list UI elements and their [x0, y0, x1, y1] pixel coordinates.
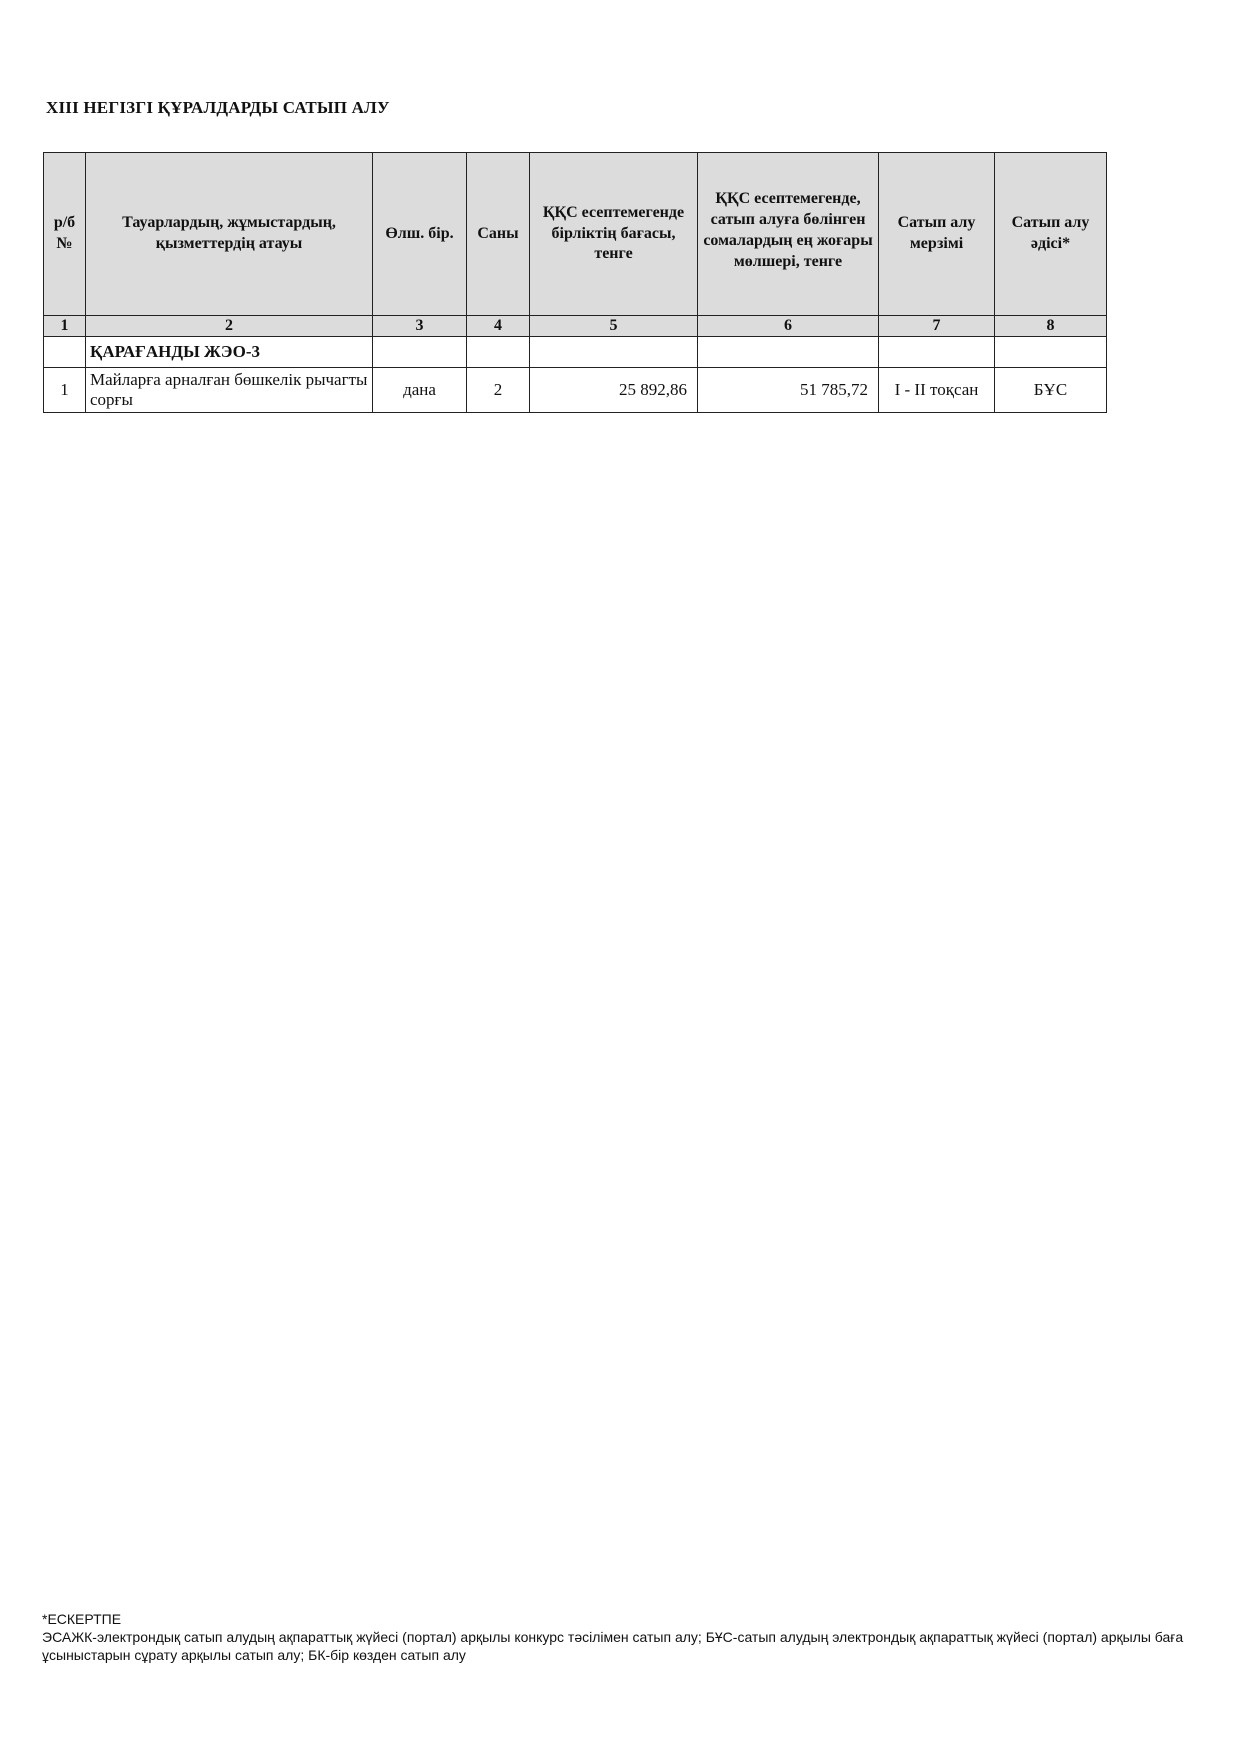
column-number: 5: [530, 316, 698, 337]
section-empty-cell: [530, 337, 698, 368]
procurement-table: [43, 152, 1107, 413]
header-cell-method: Сатып алу әдісі*: [995, 153, 1107, 316]
column-number: 7: [879, 316, 995, 337]
footnote: [42, 1610, 1192, 1665]
cell-name: Майларға арналған бөшкелік рычагты сорғы: [86, 368, 373, 413]
cell-period: І - ІІ тоқсан: [879, 368, 995, 413]
section-empty-cell: [995, 337, 1107, 368]
column-number: 6: [698, 316, 879, 337]
cell-total: 51 785,72: [698, 368, 879, 413]
section-empty-cell: [373, 337, 467, 368]
header-cell-unit-price: ҚҚС есептемегенде бірліктің бағасы, тенге: [530, 153, 698, 316]
section-empty-cell: [698, 337, 879, 368]
header-cell-qty: Саны: [467, 153, 530, 316]
column-number: 3: [373, 316, 467, 337]
cell-method: БҰС: [995, 368, 1107, 413]
column-number: 8: [995, 316, 1107, 337]
header-cell-total-text: ҚҚС есептемегенде, сатып алуға бөлінген сомалардың ең жоғары мөлшері, тенге: [703, 190, 873, 270]
column-number: 1: [44, 316, 86, 337]
section-title: ҚАРАҒАНДЫ ЖЭО-3: [86, 337, 373, 368]
header-cell-name: Тауарлардың, жұмыстардың, қызметтердің атауы: [86, 153, 373, 316]
footnote-heading: *ЕСКЕРТПЕ: [42, 1611, 122, 1627]
cell-no: 1: [44, 368, 86, 413]
column-number-row: [44, 316, 1107, 337]
section-empty-cell: [879, 337, 995, 368]
footnote-text: ЭСАЖК-электрондық сатып алудың ақпараттық жүйесі (портал) арқылы конкурс тәсілімен сатып алу; БҰС-сатып алудың электрондық ақпараттық жүйесі (портал) арқылы баға ұсыныстарын сұрату арқылы сатып алу; БК-бір көзден сатып алу: [42, 1629, 1184, 1664]
column-number: 2: [86, 316, 373, 337]
header-cell-period: Сатып алу мерзімі: [879, 153, 995, 316]
cell-unit: дана: [373, 368, 467, 413]
table-row: [44, 368, 1107, 413]
column-number: 4: [467, 316, 530, 337]
section-row: [44, 337, 1107, 368]
section-empty-cell: [44, 337, 86, 368]
header-row: [44, 153, 1107, 316]
header-cell-no: р/б №: [44, 153, 86, 316]
header-cell-total: [698, 153, 879, 316]
page-title: XIII НЕГІЗГІ ҚҰРАЛДАРДЫ САТЫП АЛУ: [46, 98, 390, 117]
header-cell-unit: Өлш. бір.: [373, 153, 467, 316]
section-empty-cell: [467, 337, 530, 368]
cell-unit-price: 25 892,86: [530, 368, 698, 413]
cell-qty: 2: [467, 368, 530, 413]
